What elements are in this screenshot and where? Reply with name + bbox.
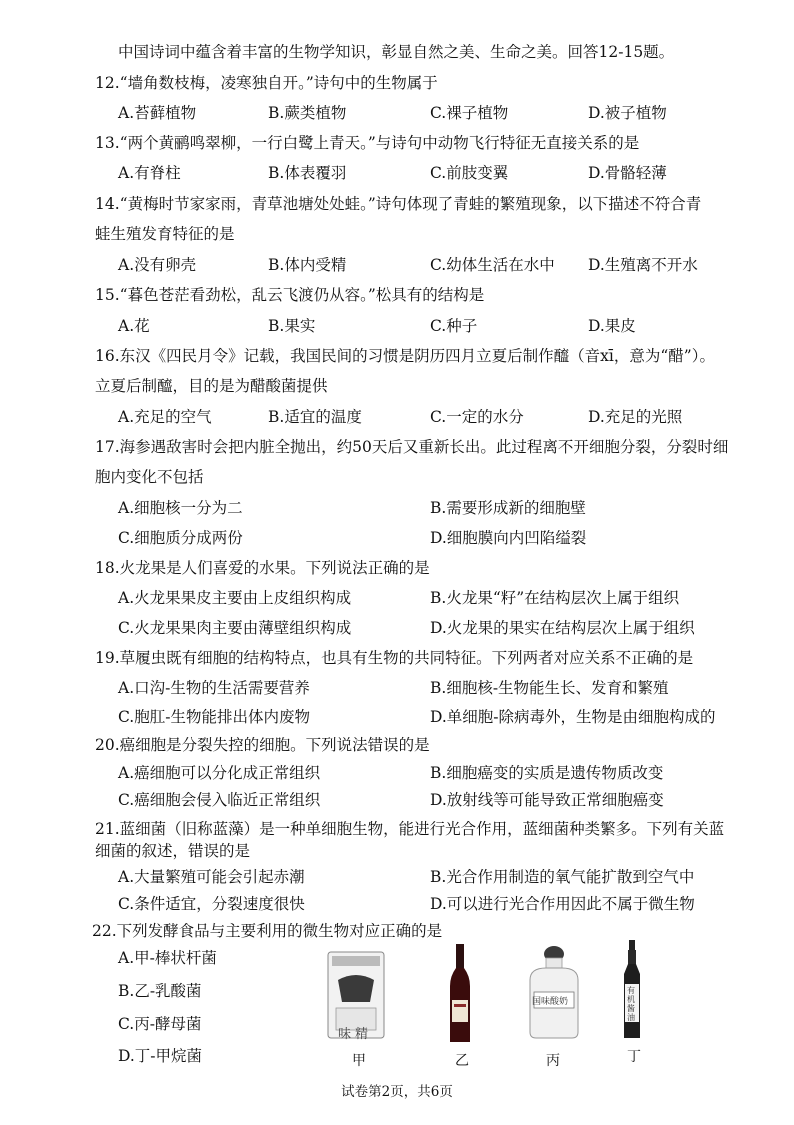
q18-stem: 18.火龙果是人们喜爱的水果。下列说法正确的是 xyxy=(95,559,430,577)
q14-stem-line1: 14.“黄梅时节家家雨，青草池塘处处蛙。”诗句体现了青蛙的繁殖现象，以下描述不符合青 xyxy=(95,195,702,213)
q13-option-d: D.骨骼轻薄 xyxy=(588,164,667,182)
q15-option-c: C.种子 xyxy=(430,317,478,335)
caption-jia: 甲 xyxy=(352,1053,366,1069)
intro-text: 中国诗词中蕴含着丰富的生物学知识，彰显自然之美、生命之美。回答12-15题。 xyxy=(118,43,675,61)
q13-option-c: C.前肢变翼 xyxy=(430,164,509,182)
q12-option-a: A.苔藓植物 xyxy=(118,104,197,122)
caption-bing: 丙 xyxy=(546,1053,560,1069)
q13-stem: 13.“两个黄鹂鸣翠柳，一行白鹭上青天。”与诗句中动物飞行特征无直接关系的是 xyxy=(95,134,640,152)
q18-option-c: C.火龙果果肉主要由薄壁组织构成 xyxy=(118,619,352,637)
q19-stem: 19.草履虫既有细胞的结构特点，也具有生物的共同特征。下列两者对应关系不正确的是 xyxy=(95,649,694,667)
q19-option-d: D.单细胞-除病毒外，生物是由细胞构成的 xyxy=(430,708,716,726)
q22-stem: 22.下列发酵食品与主要利用的微生物对应正确的是 xyxy=(92,922,443,940)
q14-option-a: A.没有卵壳 xyxy=(118,256,197,274)
q20-option-d: D.放射线等可能导致正常细胞癌变 xyxy=(430,791,664,809)
q21-option-a: A.大量繁殖可能会引起赤潮 xyxy=(118,868,305,886)
q22-option-c: C.丙-酵母菌 xyxy=(118,1015,202,1033)
q13-option-b: B.体表覆羽 xyxy=(268,164,347,182)
q18-option-a: A.火龙果果皮主要由上皮组织构成 xyxy=(118,589,352,607)
product-ding-label: 有机酱油 xyxy=(627,986,635,1022)
q20-option-a: A.癌细胞可以分化成正常组织 xyxy=(118,764,321,782)
q17-option-a: A.细胞核一分为二 xyxy=(118,499,243,517)
q22-option-a: A.甲-棒状杆菌 xyxy=(118,949,217,967)
q21-option-c: C.条件适宜，分裂速度很快 xyxy=(118,895,305,913)
q19-option-c: C.胞肛-生物能排出体内废物 xyxy=(118,708,310,726)
q16-option-d: D.充足的光照 xyxy=(588,408,683,426)
product-bing-label: 国味酸奶 xyxy=(532,997,569,1007)
q14-option-b: B.体内受精 xyxy=(268,256,347,274)
q17-option-b: B.需要形成新的细胞壁 xyxy=(430,499,586,517)
q20-option-b: B.细胞癌变的实质是遗传物质改变 xyxy=(430,764,664,782)
q17-option-c: C.细胞质分成两份 xyxy=(118,529,243,547)
q21-stem-line1: 21.蓝细菌（旧称蓝藻）是一种单细胞生物，能进行光合作用，蓝细菌种类繁多。下列有关蓝 xyxy=(95,820,725,838)
q12-option-b: B.蕨类植物 xyxy=(268,104,347,122)
q14-option-d: D.生殖离不开水 xyxy=(588,256,698,274)
q20-option-c: C.癌细胞会侵入临近正常组织 xyxy=(118,791,321,809)
q12-option-c: C.裸子植物 xyxy=(430,104,509,122)
q14-stem-line2: 蛙生殖发育特征的是 xyxy=(95,225,235,243)
product-yi-wine-bottle xyxy=(447,944,473,1044)
q17-stem-line1: 17.海参遇敌害时会把内脏全抛出，约50天后又重新长出。此过程离不开细胞分裂，分裂时细 xyxy=(95,438,729,456)
q14-option-c: C.幼体生活在水中 xyxy=(430,256,555,274)
q12-option-d: D.被子植物 xyxy=(588,104,667,122)
q16-option-c: C.一定的水分 xyxy=(430,408,524,426)
caption-yi: 乙 xyxy=(455,1053,469,1069)
q17-option-d: D.细胞膜向内凹陷缢裂 xyxy=(430,529,587,547)
caption-ding: 丁 xyxy=(627,1049,641,1065)
q18-option-b: B.火龙果“籽”在结构层次上属于组织 xyxy=(430,589,680,607)
q16-option-a: A.充足的空气 xyxy=(118,408,212,426)
q16-option-b: B.适宜的温度 xyxy=(268,408,362,426)
product-jia-label: 味精 xyxy=(338,1027,373,1042)
q15-stem: 15.“暮色苍茫看劲松，乱云飞渡仍从容。”松具有的结构是 xyxy=(95,286,485,304)
page-footer: 试卷第2页，共6页 xyxy=(341,1084,453,1100)
q15-option-d: D.果皮 xyxy=(588,317,636,335)
q12-stem: 12.“墙角数枝梅，凌寒独自开。”诗句中的生物属于 xyxy=(95,74,438,92)
q20-stem: 20.癌细胞是分裂失控的细胞。下列说法错误的是 xyxy=(95,736,430,754)
q21-option-b: B.光合作用制造的氧气能扩散到空气中 xyxy=(430,868,695,886)
q19-option-a: A.口沟-生物的生活需要营养 xyxy=(118,679,310,697)
q21-stem-line2: 细菌的叙述，错误的是 xyxy=(95,842,251,860)
product-bing-yogurt-jar xyxy=(524,944,584,1040)
q15-option-b: B.果实 xyxy=(268,317,316,335)
q16-stem-line2: 立夏后制醯，目的是为醋酸菌提供 xyxy=(95,377,328,395)
q19-option-b: B.细胞核-生物能生长、发育和繁殖 xyxy=(430,679,669,697)
q22-option-d: D.丁-甲烷菌 xyxy=(118,1047,203,1065)
q22-option-b: B.乙-乳酸菌 xyxy=(118,982,202,1000)
q13-option-a: A.有脊柱 xyxy=(118,164,181,182)
q21-option-d: D.可以进行光合作用因此不属于微生物 xyxy=(430,895,695,913)
q17-stem-line2: 胞内变化不包括 xyxy=(95,468,204,486)
q18-option-d: D.火龙果的果实在结构层次上属于组织 xyxy=(430,619,695,637)
q15-option-a: A.花 xyxy=(118,317,150,335)
q16-stem-line1: 16.东汉《四民月令》记载，我国民间的习惯是阴历四月立夏后制作醯（音xī，意为“醋”）。 xyxy=(95,347,715,365)
